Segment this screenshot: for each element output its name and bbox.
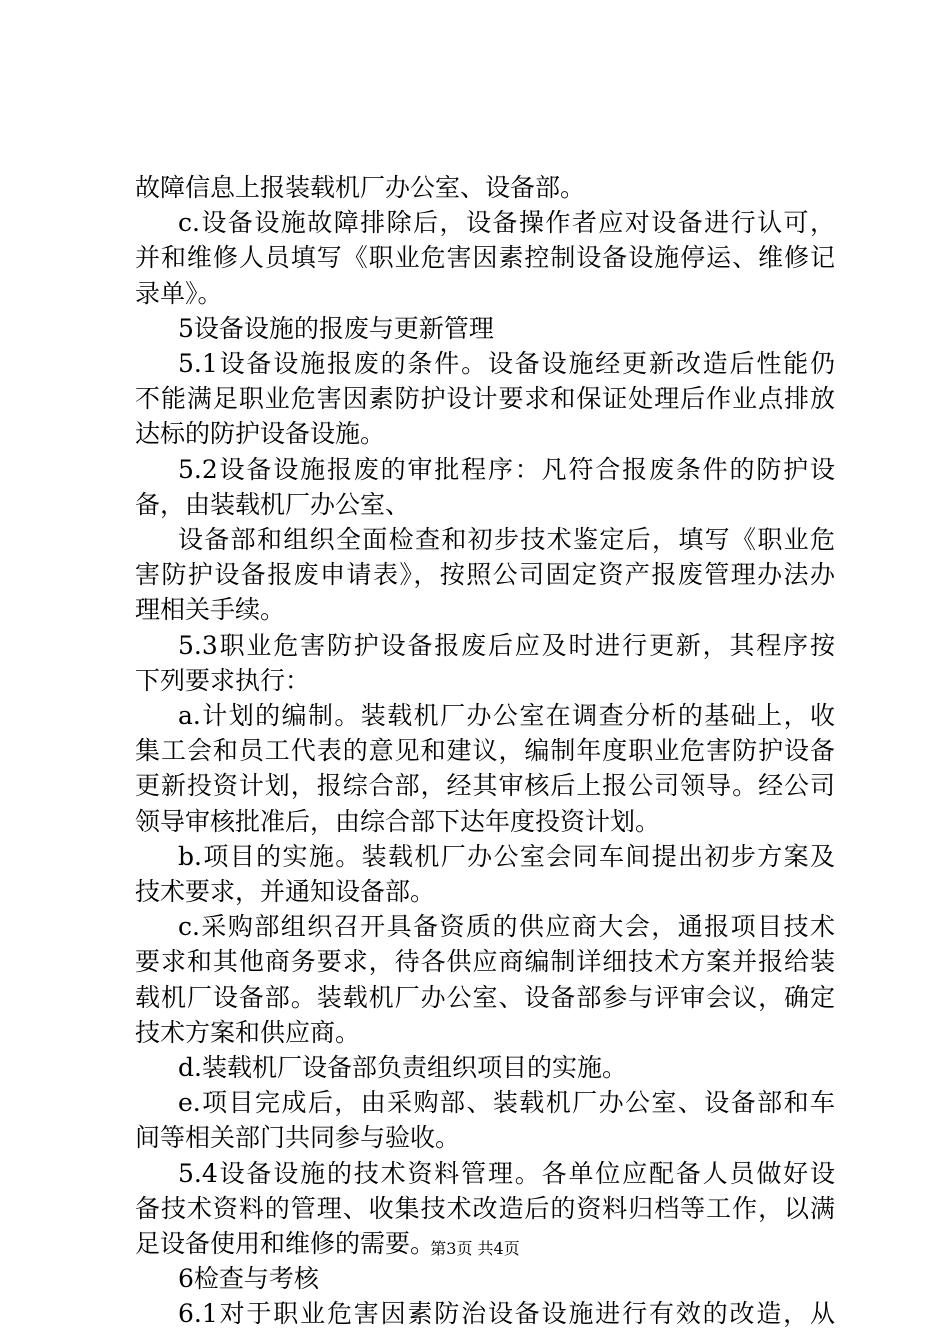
text-line: e.项目完成后，由采购部、装载机厂办公室、设备部和车 xyxy=(178,1088,835,1117)
text-line: 设备部和组织全面检查和初步技术鉴定后，填写《职业危 xyxy=(178,525,835,554)
text-line: 5设备设施的报废与更新管理 xyxy=(178,314,494,343)
text-line: a.计划的编制。装载机厂办公室在调查分析的基础上，收 xyxy=(178,701,835,730)
text-line: 载机厂设备部。装载机厂办公室、设备部参与评审会议，确定 xyxy=(135,983,835,1012)
text-line: 集工会和员工代表的意见和建议，编制年度职业危害防护设备 xyxy=(135,736,835,765)
text-line: 技术要求，并通知设备部。 xyxy=(135,877,436,906)
text-line: 备技术资料的管理、收集技术改造后的资料归档等工作，以满 xyxy=(135,1194,835,1223)
text-line: 5.2设备设施报废的审批程序：凡符合报废条件的防护设 xyxy=(178,455,835,484)
text-line: b.项目的实施。装载机厂办公室会同车间提出初步方案及 xyxy=(178,842,835,871)
text-line: 达标的防护设备设施。 xyxy=(135,419,386,448)
text-line: 并和维修人员填写《职业危害因素控制设备设施停运、维修记 xyxy=(135,243,835,272)
text-line: 下列要求执行： xyxy=(135,666,311,695)
text-line: 6.1对于职业危害因素防治设备设施进行有效的改造，从 xyxy=(178,1299,835,1328)
text-line: 理相关手续。 xyxy=(135,595,286,624)
text-line: 间等相关部门共同参与验收。 xyxy=(135,1123,461,1152)
text-line: 5.3职业危害防护设备报废后应及时进行更新，其程序按 xyxy=(178,631,835,660)
text-line: 不能满足职业危害因素防护设计要求和保证处理后作业点排放 xyxy=(135,384,835,413)
text-line: 备，由装载机厂办公室、 xyxy=(135,490,411,519)
text-line: 录单》。 xyxy=(135,279,223,308)
text-line: 5.4设备设施的技术资料管理。各单位应配备人员做好设 xyxy=(178,1159,835,1188)
text-line: c.设备设施故障排除后，设备操作者应对设备进行认可， xyxy=(178,208,835,237)
text-line: 5.1设备设施报废的条件。设备设施经更新改造后性能仍 xyxy=(178,349,835,378)
text-line: 领导审核批准后，由综合部下达年度投资计划。 xyxy=(135,807,661,836)
text-line: 故障信息上报装载机厂办公室、设备部。 xyxy=(135,173,586,202)
text-line: d.装载机厂设备部负责组织项目的实施。 xyxy=(178,1053,627,1082)
text-line: 害防护设备报废申请表》，按照公司固定资产报废管理办法办 xyxy=(135,560,835,589)
text-line: 要求和其他商务要求，待各供应商编制详细技术方案并报给装 xyxy=(135,947,835,976)
text-line: 更新投资计划，报综合部，经其审核后上报公司领导。经公司 xyxy=(135,771,835,800)
text-line: 技术方案和供应商。 xyxy=(135,1018,361,1047)
page-footer: 第3页 共4页 xyxy=(430,1239,520,1258)
text-line: c.采购部组织召开具备资质的供应商大会，通报项目技术 xyxy=(178,912,835,941)
text-line: 足设备使用和维修的需要。 xyxy=(135,1229,436,1258)
text-line: 6检查与考核 xyxy=(178,1264,319,1293)
